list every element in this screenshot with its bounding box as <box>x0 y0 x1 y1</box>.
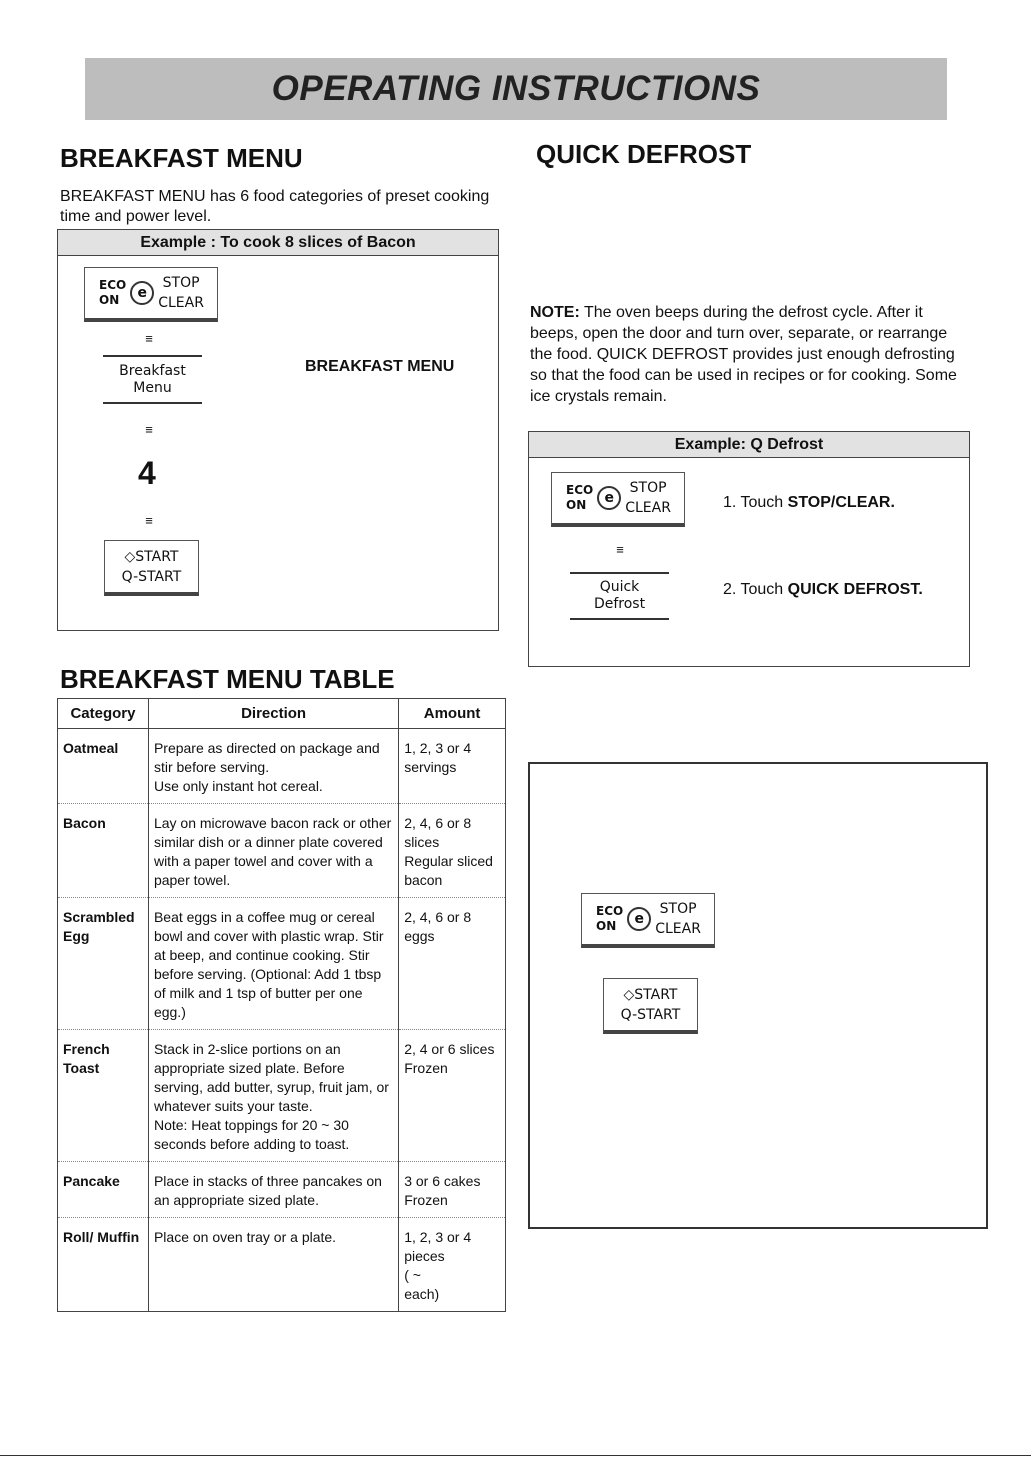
category-cell: Oatmeal <box>58 729 149 804</box>
breakfast-menu-key[interactable]: Breakfast Menu <box>103 355 202 404</box>
breakfast-heading: BREAKFAST MENU <box>60 143 303 173</box>
table-heading: BREAKFAST MENU TABLE <box>60 664 395 694</box>
step-label-breakfast-menu: BREAKFAST MENU <box>305 358 455 375</box>
defrost-heading: QUICK DEFROST <box>536 139 752 169</box>
category-cell: Scrambled Egg <box>58 898 149 1030</box>
amount-number: 4 <box>138 455 156 491</box>
column-header: Category <box>58 699 149 729</box>
breakfast-menu-table <box>57 698 506 1312</box>
table-row <box>58 1162 506 1218</box>
table-row <box>58 898 506 1030</box>
step-2-text: 2. Touch QUICK DEFROST. <box>723 581 923 598</box>
down-arrow-icon: ≡ <box>616 542 624 557</box>
column-header: Direction <box>148 699 398 729</box>
amount-cell: 2, 4, 6 or 8 slices Regular sliced bacon <box>399 804 506 898</box>
stop-clear-key[interactable] <box>84 267 218 322</box>
direction-cell: Prepare as directed on package and stir before serving. Use only instant hot cereal. <box>148 729 398 804</box>
defrost-example-box <box>528 431 970 667</box>
direction-cell: Place in stacks of three pancakes on an appropriate sized plate. <box>148 1162 398 1218</box>
amount-cell: 2, 4 or 6 slices Frozen <box>399 1030 506 1162</box>
direction-cell: Lay on microwave bacon rack or other similar dish or a dinner plate covered with a paper towel and cover with a paper towel. <box>148 804 398 898</box>
stop-clear-label: STOP CLEAR <box>655 901 701 937</box>
eco-icon: e <box>627 907 651 931</box>
down-arrow-icon: ≡ <box>145 422 153 437</box>
direction-cell: Stack in 2-slice portions on an appropriate sized plate. Before serving, add butter, syrup, fruit jam, or whatever suits your taste. Note: Heat toppings for 20 ~ 30 seconds before adding to toast. <box>148 1030 398 1162</box>
start-key[interactable]: ◇START Q-START <box>603 978 698 1034</box>
category-cell: Pancake <box>58 1162 149 1218</box>
defrost-note: NOTE: The oven beeps during the defrost cycle. After it beeps, open the door and turn over, separate, or rearrange the food. QUICK DEFROST provides just enough defrosting so that the food can be used in recipes or for cooking. Some ice crystals remain. <box>530 304 957 405</box>
stop-clear-key[interactable] <box>581 893 715 948</box>
category-cell: Roll/ Muffin <box>58 1218 149 1312</box>
category-cell: Bacon <box>58 804 149 898</box>
bottom-rule <box>0 1455 1031 1456</box>
table-row <box>58 1030 506 1162</box>
defrost-example-title: Example: Q Defrost <box>529 432 969 458</box>
table-row <box>58 729 506 804</box>
column-header: Amount <box>399 699 506 729</box>
direction-cell: Beat eggs in a coffee mug or cereal bowl and cover with plastic wrap. Stir at beep, and continue cooking. Stir before serving. (Optional: Add 1 tbsp of milk and 1 tsp of butter per one egg.) <box>148 898 398 1030</box>
eco-icon: e <box>597 486 621 510</box>
breakfast-intro: BREAKFAST MENU has 6 food categories of preset cooking time and power level. <box>60 188 490 225</box>
table-row <box>58 1218 506 1312</box>
stop-clear-label: STOP CLEAR <box>158 275 204 311</box>
breakfast-example-title: Example : To cook 8 slices of Bacon <box>58 230 498 256</box>
amount-cell: 1, 2, 3 or 4 servings <box>399 729 506 804</box>
start-icon: ◇ <box>124 548 136 565</box>
table-row <box>58 804 506 898</box>
eco-label: ECO ON <box>99 278 127 307</box>
direction-cell: Place on oven tray or a plate. <box>148 1218 398 1312</box>
quick-defrost-key[interactable]: Quick Defrost <box>570 572 669 620</box>
amount-cell: 1, 2, 3 or 4 pieces ( ~ each) <box>399 1218 506 1312</box>
amount-cell: 3 or 6 cakes Frozen <box>399 1162 506 1218</box>
banner-title: OPERATING INSTRUCTIONS <box>271 69 761 108</box>
page-banner <box>85 58 947 120</box>
start-icon: ◇ <box>623 986 635 1003</box>
down-arrow-icon: ≡ <box>145 513 153 528</box>
eco-icon: e <box>130 281 154 305</box>
eco-label: ECO ON <box>596 904 624 933</box>
category-cell: French Toast <box>58 1030 149 1162</box>
amount-cell: 2, 4, 6 or 8 eggs <box>399 898 506 1030</box>
start-key[interactable]: ◇START Q-START <box>104 540 199 596</box>
lower-panel-box <box>528 762 988 1229</box>
eco-label: ECO ON <box>566 483 594 512</box>
step-1-text: 1. Touch STOP/CLEAR. <box>723 494 895 511</box>
down-arrow-icon: ≡ <box>145 331 153 346</box>
stop-clear-label: STOP CLEAR <box>625 480 671 516</box>
stop-clear-key[interactable] <box>551 472 685 527</box>
